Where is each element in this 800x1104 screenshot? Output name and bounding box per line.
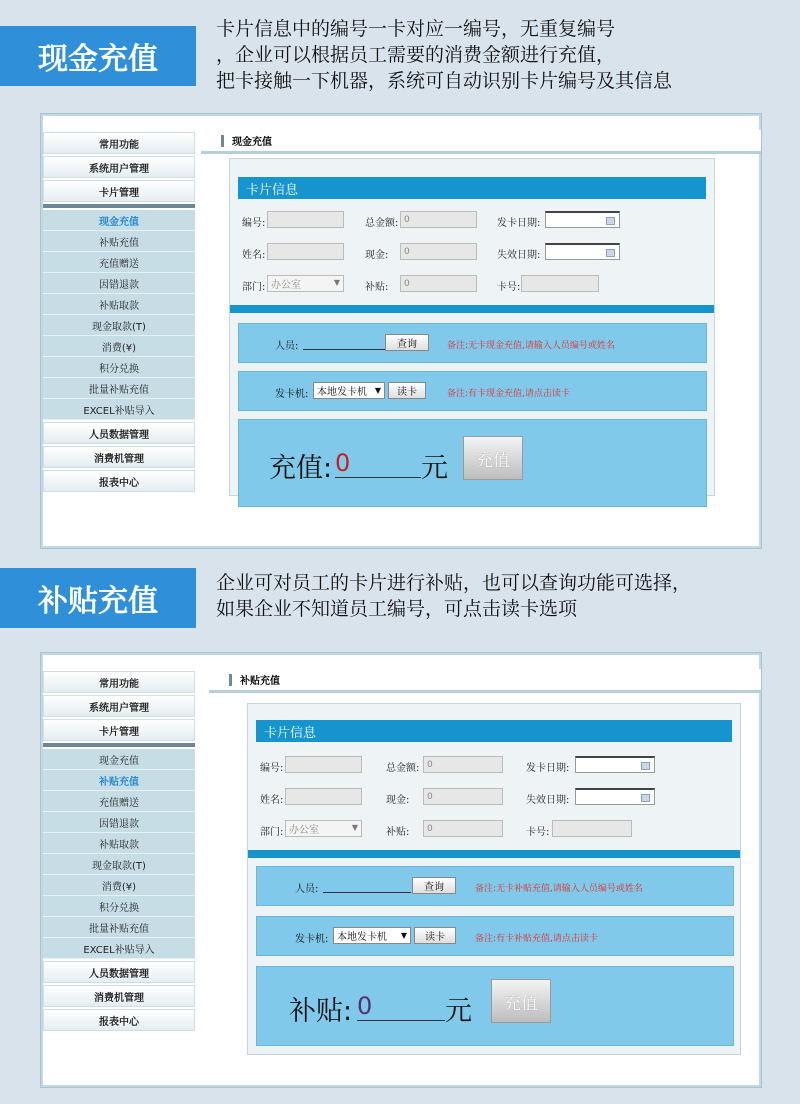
recharge-button[interactable]: 充值 (463, 436, 523, 480)
reader-row (238, 371, 707, 411)
main-panel (209, 669, 759, 1063)
amount-input[interactable] (335, 462, 421, 478)
breadcrumb: 补贴充值 (209, 669, 761, 693)
chevron-down-icon: ▼ (374, 386, 381, 395)
nav-sub-cash-withdraw[interactable]: 现金取款(T) (43, 315, 195, 336)
cash-field[interactable]: 0 (400, 243, 477, 260)
nav-divider (43, 204, 195, 208)
note-with-card: 备注:有卡补贴充值,请点击读卡 (475, 934, 598, 944)
amount-value: 0 (357, 992, 373, 1020)
id-field[interactable] (267, 211, 344, 228)
label-reader: 发卡机: (295, 934, 329, 945)
label-name: 姓名: (260, 795, 284, 806)
label-card-no: 卡号: (497, 282, 521, 293)
note-with-card: 备注:有卡现金充值,请点击读卡 (447, 389, 570, 399)
subsidy-field[interactable]: 0 (423, 820, 503, 837)
section-tag-subsidy: 补贴充值 (0, 568, 196, 628)
nav-sub-consume[interactable]: 消费(¥) (43, 875, 195, 896)
reader-row (256, 916, 734, 956)
reader-value: 本地发卡机 (317, 387, 367, 398)
note-no-card: 备注:无卡现金充值,请输入人员编号或姓名 (447, 341, 615, 351)
read-card-button[interactable]: 读卡 (388, 382, 426, 399)
query-button[interactable]: 查询 (385, 334, 429, 351)
dept-value: 办公室 (271, 280, 301, 291)
nav-sub-points-exchange[interactable]: 积分兑换 (43, 357, 195, 378)
nav-people-data[interactable]: 人员数据管理 (43, 961, 195, 983)
expire-date-field[interactable] (575, 788, 655, 805)
nav-sub-error-refund[interactable]: 因错退款 (43, 273, 195, 294)
nav-sub-batch-subsidy[interactable]: 批量补贴充值 (43, 378, 195, 399)
label-dept: 部门: (242, 282, 266, 293)
nav-sub-cash-recharge[interactable]: 现金充值 (43, 210, 195, 231)
card-info-title: 卡片信息 (238, 177, 706, 199)
expire-date-field[interactable] (545, 243, 620, 260)
nav-system-users[interactable]: 系统用户管理 (43, 695, 195, 717)
nav-sub-subsidy-withdraw[interactable]: 补贴取款 (43, 833, 195, 854)
card-info-panel (229, 158, 715, 496)
section-description-subsidy: 企业可对员工的卡片进行补贴，也可以查询功能可选择， 如果企业不知道员工编号，可点击读卡选项 (216, 572, 692, 620)
label-expire-date: 失效日期: (497, 250, 541, 261)
nav-common[interactable]: 常用功能 (43, 132, 195, 154)
label-subsidy: 补贴: (386, 827, 410, 838)
nav-sub-cash-withdraw[interactable]: 现金取款(T) (43, 854, 195, 875)
screenshot-cash-recharge (40, 113, 762, 549)
label-subsidy: 补贴: (365, 282, 389, 293)
screenshot-subsidy-recharge (40, 652, 762, 1088)
label-id: 编号: (242, 218, 266, 229)
divider-bar (248, 850, 740, 858)
person-input[interactable] (303, 336, 385, 350)
query-button[interactable]: 查询 (412, 877, 456, 894)
label-id: 编号: (260, 763, 284, 774)
calendar-icon[interactable] (606, 217, 615, 225)
person-input[interactable] (323, 879, 411, 893)
nav-card-management[interactable]: 卡片管理 (43, 180, 195, 202)
sidebar (43, 669, 195, 1033)
label-cash: 现金: (386, 795, 410, 806)
cash-field[interactable]: 0 (423, 788, 503, 805)
nav-sub-excel-import[interactable]: EXCEL补贴导入 (43, 938, 195, 959)
dept-select[interactable] (285, 820, 362, 837)
label-total: 总金额: (365, 218, 399, 229)
issue-date-field[interactable] (545, 211, 620, 228)
nav-sub-cash-recharge[interactable]: 现金充值 (43, 749, 195, 770)
card-no-field[interactable] (521, 275, 599, 292)
nav-sub-recharge-gift[interactable]: 充值赠送 (43, 791, 195, 812)
recharge-label: 补贴: (289, 996, 353, 1027)
reader-value: 本地发卡机 (337, 932, 387, 943)
id-field[interactable] (285, 756, 362, 773)
calendar-icon[interactable] (641, 762, 650, 770)
label-person: 人员: (275, 341, 299, 352)
subsidy-field[interactable]: 0 (400, 275, 477, 292)
label-expire-date: 失效日期: (526, 795, 570, 806)
label-cash: 现金: (365, 250, 389, 261)
issue-date-field[interactable] (575, 756, 655, 773)
card-no-field[interactable] (552, 820, 632, 837)
nav-sub-recharge-gift[interactable]: 充值赠送 (43, 252, 195, 273)
read-card-button[interactable]: 读卡 (414, 927, 456, 944)
label-person: 人员: (295, 884, 319, 895)
sidebar (43, 130, 195, 494)
person-row (238, 323, 707, 363)
nav-sub-subsidy-recharge[interactable]: 补贴充值 (43, 770, 195, 791)
nav-system-users[interactable]: 系统用户管理 (43, 156, 195, 178)
recharge-button[interactable]: 充值 (491, 979, 551, 1023)
nav-report-center[interactable]: 报表中心 (43, 1009, 195, 1031)
reader-select[interactable] (333, 927, 411, 944)
nav-sub-error-refund[interactable]: 因错退款 (43, 812, 195, 833)
reader-select[interactable] (313, 382, 385, 399)
nav-card-management[interactable]: 卡片管理 (43, 719, 195, 741)
section-tag-cash: 现金充值 (0, 26, 196, 86)
nav-sub-consume[interactable]: 消费(¥) (43, 336, 195, 357)
chevron-down-icon: ▼ (333, 278, 340, 287)
label-name: 姓名: (242, 250, 266, 261)
label-issue-date: 发卡日期: (526, 763, 570, 774)
amount-input[interactable] (357, 1005, 445, 1021)
nav-sub-excel-import[interactable]: EXCEL补贴导入 (43, 399, 195, 420)
label-issue-date: 发卡日期: (497, 218, 541, 229)
recharge-row (256, 966, 734, 1046)
amount-value: 0 (335, 449, 351, 477)
note-no-card: 备注:无卡补贴充值,请输入人员编号或姓名 (475, 884, 643, 894)
chevron-down-icon: ▼ (351, 823, 358, 832)
label-reader: 发卡机: (275, 389, 309, 400)
unit-label: 元 (445, 996, 472, 1027)
label-total: 总金额: (386, 763, 420, 774)
nav-sub-subsidy-recharge[interactable]: 补贴充值 (43, 231, 195, 252)
dept-value: 办公室 (289, 825, 319, 836)
nav-report-center[interactable]: 报表中心 (43, 470, 195, 492)
total-field[interactable]: 0 (423, 756, 503, 773)
nav-device-management[interactable]: 消费机管理 (43, 985, 195, 1007)
recharge-row (238, 419, 707, 507)
nav-sub-subsidy-withdraw[interactable]: 补贴取款 (43, 294, 195, 315)
label-dept: 部门: (260, 827, 284, 838)
name-field[interactable] (267, 243, 344, 260)
unit-label: 元 (421, 453, 448, 484)
card-info-panel (247, 703, 741, 1055)
card-info-title: 卡片信息 (256, 720, 732, 742)
nav-device-management[interactable]: 消费机管理 (43, 446, 195, 468)
dept-select[interactable] (267, 275, 344, 292)
calendar-icon[interactable] (606, 249, 615, 257)
section-description-cash: 卡片信息中的编号一卡对应一编号，无重复编号 ，企业可以根据员工需要的消费金额进行充值， 把卡接触一下机器，系统可自动识别卡片编号及其信息 (216, 18, 673, 92)
breadcrumb: 现金充值 (201, 130, 761, 154)
nav-sub-points-exchange[interactable]: 积分兑换 (43, 896, 195, 917)
divider-bar (230, 305, 714, 313)
recharge-label: 充值: (269, 453, 333, 484)
name-field[interactable] (285, 788, 362, 805)
nav-people-data[interactable]: 人员数据管理 (43, 422, 195, 444)
label-card-no: 卡号: (526, 827, 550, 838)
person-row (256, 866, 734, 906)
nav-sub-batch-subsidy[interactable]: 批量补贴充值 (43, 917, 195, 938)
chevron-down-icon: ▼ (400, 931, 407, 940)
main-panel (201, 130, 759, 524)
calendar-icon[interactable] (641, 794, 650, 802)
total-field[interactable]: 0 (400, 211, 477, 228)
nav-divider (43, 743, 195, 747)
nav-common[interactable]: 常用功能 (43, 671, 195, 693)
